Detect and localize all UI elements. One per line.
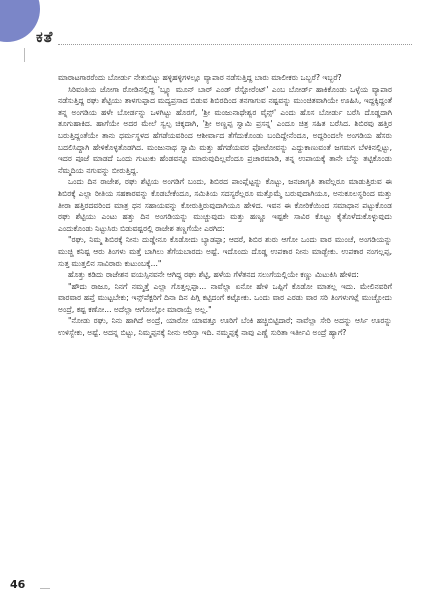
paragraph: ಸಿರಿವಂತಿಯ ಜೋಗಾ ರೋಡಿನಲ್ಲಿದ್ದ 'ಬ್ಲ್ಯೂ ಮೂನ್ ಬಾರ್ ಎಂಡ್ ರೆಸ್ಟೋರೆಂಟ್' ಎಂಬ ಬೋರ್ಡ್ ಹಾಕಿಕೊಂಡು ಒಳ್ಳೆಯ ವ್ಯಾಪಾರ ನಡೆಸುತ್ತಿದ್ದ ರಘು ಶೆಟ್ಟಿಯು ತಾಳಗುಪ್ಪಾದ ಮದ್ಯಪ್ರಸಾದ ಬಿಡುವ ಶಿಬಿರದಿಂದ ತನಗಾಗುವ ನಷ್ಟವನ್ನು ಮುಂಚಿತವಾಗಿಯೇ ಊಹಿಸಿ, ಇದ್ದಕ್ಕಿದ್ದಂತೆ ತನ್ನ ಅಂಗಡಿಯ ಹಳೇ ಬೋರ್ಡನ್ನು ಒಳಗಿಟ್ಟು ಹೊರಗೆ, 'ಶ್ರೀ ಮಂಜುನಾಥೇಶ್ವರ ವೈನ್ಸ್' ಎಂದು ಹೊಸ ಬೋರ್ಡು ಬರೆಸಿ ದೊಡ್ಡದಾಗಿ ತೂಗುಹಾಕಿದ. ಹಾಗೆಯೇ ಅದರ ಮೇಲೆ ಸ್ವಲ್ಪ ಚಿಕ್ಕದಾಗಿ, 'ಶ್ರೀ ಅಣ್ಣಪ್ಪ ಸ್ವಾಮಿ ಪ್ರಸನ್ನ' ಎಂದೂ ಚಿತ್ರ ಸಹಿತ ಬರೆಸಿದ. ಶಿಬಿರವು ಹತ್ತಿರ ಬರುತ್ತಿದ್ದಂತೆಯೇ ತಾನು ಧರ್ಮಸ್ಥಳದ ಹೆಗಡೆಯವರಿಂದ ಆಶೀರ್ವಾದ ತೆಗೆದುಕೊಂಡು ಬಂದಿದ್ದೇನೆಂದೂ, ಅದ್ದರಿಂದಲೇ ಅಂಗಡಿಯ ಹೆಸರು ಬದಲಿಸಿದ್ದಾಗಿ ಹೇಳಿಕೊಳ್ಳತೊಡಗಿದ. ಮಂಜುನಾಥ ಸ್ವಾಮಿ ಮತ್ತು ಹೆಗಡೆಯವರ ಫೋಟೋವನ್ನು ಎದ್ದುಕಾಣುವಂತೆ ಜಗಮಗ ಬೆಳಕಿನಲ್ಲಿಟ್ಟು, ಇದರ ಪೂಜೆ ಮಾಡದೆ ಒಂದು ಗುಟುಕು ಹೆಂಡವನ್ನೂ ಮಾರುವುದಿಲ್ಲವೆಂದೂ ಪ್ರಚಾರಮಾಡಿ, ತನ್ನ ಉಪಾಯಕ್ಕೆ ತಾನೇ ಬೆನ್ನು ತಟ್ಟಿಕೊಂಡು ನೆಮ್ಮದಿಯ ನಗುವನ್ನು ಬೀರುತ್ತಿದ್ದ.	[58, 84, 395, 175]
decorative-circle-inner	[0, 0, 4, 6]
paragraph: "ಹೌದು ರಾಜೂ, ನಿನಗೆ ನಮ್ಮತ್ತೆ ಎಲ್ಲಾ ಗೊತ್ತಲ್ಲಪ್ಪಾ... ನಾವೆಲ್ಲಾ ಏನೋ ಹೇಳಿ ಒಪ್ಪಿಗೆ ಕೊಡೋ ಮಾತಲ್ಲ ಇದು. ಮೇಲಿನವರಿಗೆ ವಾರವಾರ ಹಪ್ತೆ ಮುಟ್ಟಬೇಕು; ಇನ್ಸ್‌ಪೆಕ್ಟರಿಗೆ ದಿನಾ ದಿನ ಪಿಗ್ಗಿ ಕಟ್ಟಿದಂಗೆ ಕಟ್ಟೋಕು. ಒಂದು ವಾರ ಎರಡು ವಾರ ಸರಿ ತಿಂಗಳುಗಟ್ಲೆ ಮುಚ್ಚೋದು ಅಂದ್ರೆ, ಕಷ್ಟ ಕಣೋ... ಅದೆಲ್ಲಾ ಆಗೋಲ್ಲೋ ಮಾರಾಯ್ರೆ ಅಲ್ಲ."	[58, 281, 395, 314]
paragraph: ಹೊತ್ತು ಕಡಿದು ರಾಜೇಶನ ವಯಸ್ಸಿನವನೇ ಆಗಿದ್ದ ರಘು ಶೆಟ್ಟಿ, ಹಳೆಯ ಗೆಳೆತನದ ಸಲುಗೆಯಲ್ಲಿಯೇ ಕಣ್ಣು ಮಿಟುಕಿಸಿ ಹೇಳಿದ:	[68, 270, 359, 280]
crop-mark	[24, 48, 25, 62]
paragraph: ಮಾರಾಟಗಾರರೆಂದು ಬೋರ್ಡು ನೇತುಬಿಟ್ಟು ಹಳ್ಳಿಹಳ್ಳಿಗಳಲ್ಲೂ ವ್ಯಾಪಾರ ನಡೆಸುತ್ತಿದ್ದ ಬಾರು ಮಾಲೀಕರು ಒಬ್ಬರೆ? ಇಬ್ಬರೆ?	[58, 73, 342, 82]
page-number: 46	[10, 578, 26, 591]
article-body	[58, 72, 395, 339]
decorative-circle	[0, 0, 40, 42]
paragraph: "ರಘು, ನಿಮ್ಮ ಶಿಬಿರಕ್ಕೆ ನೀನು ದುಡ್ಡೇನೂ ಕೊಡೋದು ಬ್ಯಾಡಪ್ಪಾ; ಆದರೆ, ಶಿಬಿರ ಶುರು ಆಗೋ ಒಂದು ವಾರ ಮುಂಚೆ, ಅಂಗಡಿಯನ್ನು ಮುಚ್ಚಿ ಕನಿಷ್ಟ ಆರು ತಿಂಗಳು ಮತ್ತೆ ಬಾಗಿಲು ತೆಗೆಯಬಾರದು ಅಷ್ಟೆ. ಇದೊಂದು ದೊಡ್ಡ ಉಪಕಾರ ನೀನು ಮಾಡ್ಬೇಕು. ಉಪಕಾರ ನಂಗಲ್ಲಪ್ಪ, ಸುತ್ತ ಮುತ್ತಲಿನ ಸಾವಿರಾರು ಕುಟುಂಬಕ್ಕೆ..."	[58, 235, 395, 268]
crop-mark	[40, 588, 50, 589]
header-divider	[58, 44, 412, 45]
section-title: ಕತೆ	[36, 28, 54, 46]
paragraph: "ನೋಡು ರಘು, ನಿನು ಹಾಗಿದೆ ಅಂದ್ರೆ, ಯಾರೋ ಯಾವತ್ತೂ ಊರಿಗೆ ಬೆಂಕಿ ಹಚ್ಚಿಬಿಟ್ಟಿದಾರೆ; ನಾವೆಲ್ಲಾ ಸೇರಿ ಅದನ್ನು ಆರ್ಸಿ ಊರನ್ನು ಉಳಿಸ್ಬೇಕು, ಅಷ್ಟೆ. ಅದನ್ನ ಬಿಟ್ಟು, ನಿಮ್ಮಪ್ಪನಕ್ಕೆ ನೀನು ಆರಿಸ್ತಾ ಇದಿ. ನಮ್ಮಪ್ಪಕ್ಕೆ ನಾವು ಎಣ್ಣೆ ಸುರಿತಾ ಇರ್ತೀವಿ ಅಂದ್ರೆ ಹ್ಯಾಗೆ?	[58, 316, 395, 338]
paragraph: ಒಂದು ದಿನ ರಾಜೇಶ, ರಘು ಶೆಟ್ಟಿಯ ಅಂಗಡಿಗೆ ಬಂದು, ಶಿಬಿರದ ಪಾಂಪ್ಲೆಟ್ಟನ್ನು ಕೊಟ್ಟು, ಜನಜಾಗೃತಿ ತಾವೆಲ್ಲರೂ ಮಾಡುತ್ತಿರುವ ಈ ಶಿಬಿರಕ್ಕೆ ಎಲ್ಲಾ ರೀತಿಯ ಸಹಕಾರವನ್ನು ಕೊಡಬೇಕೆಂದೂ, ಸಮಿತಿಯ ಸದಸ್ಯರೆಲ್ಲರೂ ಮತ್ತೊಮ್ಮೆ ಬರುವುದಾಗಿಯೂ, ಅನುಕೂಲಸ್ಥರಿಂದ ಮತ್ತು ತೀರಾ ಹತ್ತಿರದವರಿಂದ ಮಾತ್ರ ಧನ ಸಹಾಯವನ್ನು ಕೋರುತ್ತಿರುವುದಾಗಿಯೂ ಹೇಳಿದ. ಇವನ ಈ ಕೋರಿಕೆಯಿಂದ ಸಮಾಧಾನ ಪಟ್ಟುಕೊಂಡ ರಘು ಶೆಟ್ಟಿಯು ಎಂಟು ಹತ್ತು ದಿನ ಅಂಗಡಿಯನ್ನು ಮುಚ್ಚುವುದು ಮತ್ತು ಹಣ್ಣೂ ಇಷ್ಟಕೇ ಸಾವಿರ ಕೊಟ್ಟು ಕೈತೊಳೆದುಕೊಳ್ಳುವುದು ಎಂದುಕೊಂಡು ನಿಟ್ಟುಸಿರು ಬಿಡುವಷ್ಟರಲ್ಲಿ ರಾಜೇಶ ತಣ್ಣಗೆಯೇ ಎರಗಿದ:	[58, 177, 395, 233]
